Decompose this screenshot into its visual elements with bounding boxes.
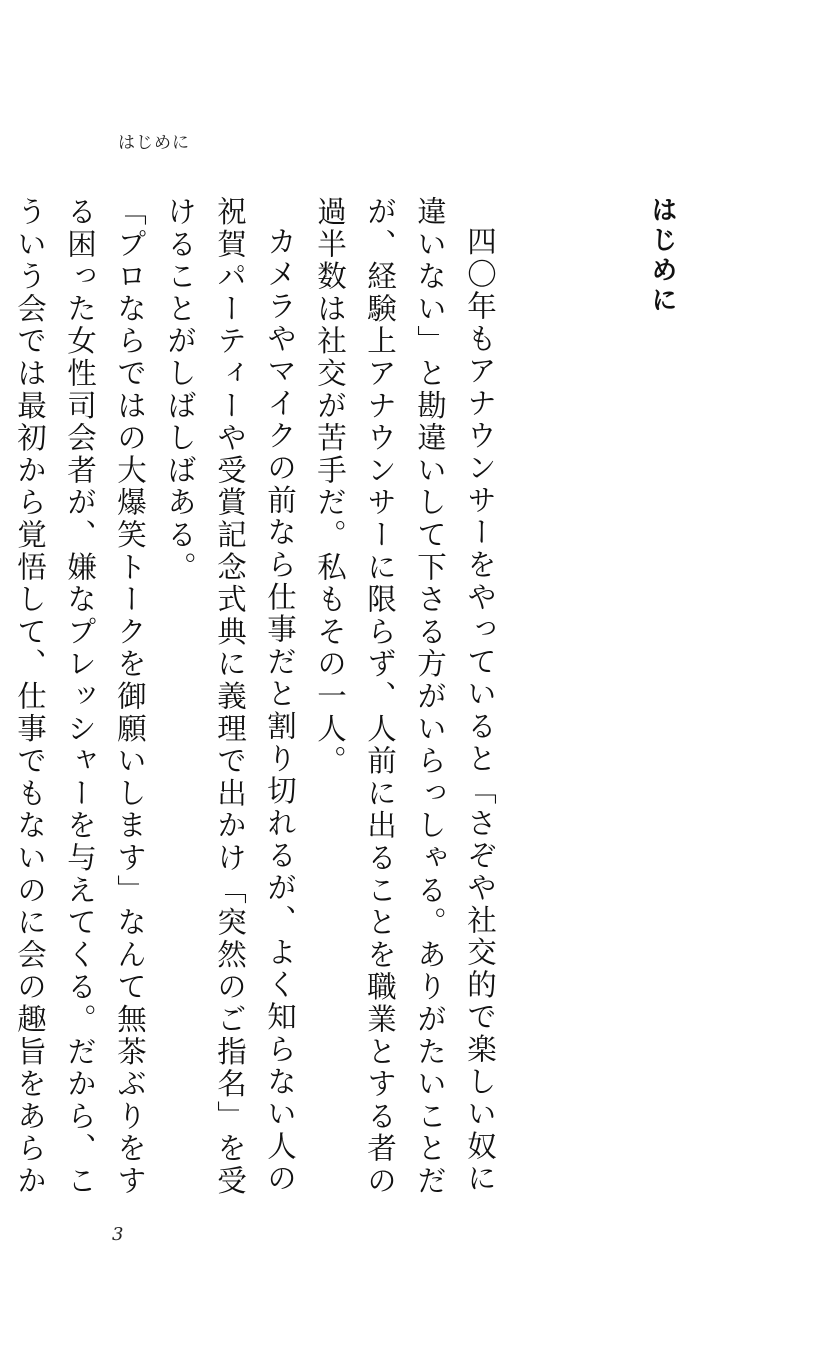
paragraph-3: 「プロならではの大爆笑トークを御願いします」なんて無茶ぶりをする困った女性司会者が、嫌なプレッシャーを与えてくる。だから、こういう会では最初から覚悟して、仕事でもないのに会の趣旨をあらか — [13, 196, 147, 1198]
body-text — [0, 196, 505, 1216]
chapter-title: はじめに — [647, 196, 677, 316]
running-head: はじめに — [118, 133, 190, 153]
paragraph-1: 四〇年もアナウンサーをやっていると「さぞや社交的で楽しい奴に違いない」と勘違いして下さる方がいらっしゃる。ありがたいことだが、経験上アナウンサーに限らず、人前に出ることを職業とする者の過半数は社交が苦手だ。私もその一人。 — [313, 196, 497, 1198]
paragraph-2: カメラやマイクの前なら仕事だと割り切れるが、よく知らない人の祝賀パーティーや受賞記念式典に義理で出かけ「突然のご指名」を受けることがしばしばある。 — [163, 196, 297, 1198]
page-number: 3 — [112, 1224, 124, 1245]
